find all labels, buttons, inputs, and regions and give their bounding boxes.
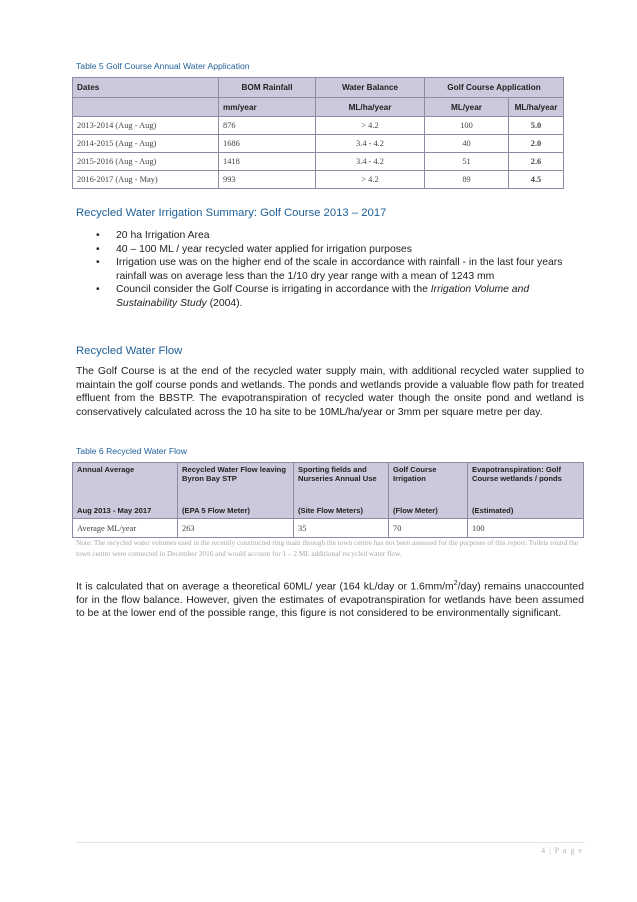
table5-caption: Table 5 Golf Course Annual Water Application bbox=[76, 61, 250, 71]
t5-cell-dates: 2015-2016 (Aug - Aug) bbox=[73, 153, 219, 171]
t5-header-dates: Dates bbox=[73, 78, 219, 98]
t5-cell-rainfall: 1686 bbox=[219, 135, 316, 153]
superscript: 2 bbox=[453, 580, 458, 587]
bullet-icon: • bbox=[96, 243, 100, 255]
t5-cell-ml-ha-year: 2.0 bbox=[509, 135, 564, 153]
summary-bullet-list bbox=[90, 229, 590, 310]
t6-cell-recycled-flow: 263 bbox=[178, 519, 294, 538]
t6-cell-label: Average ML/year bbox=[73, 519, 178, 538]
table-row bbox=[73, 117, 564, 135]
t5-cell-rainfall: 876 bbox=[219, 117, 316, 135]
t5-cell-water-balance: > 4.2 bbox=[316, 117, 425, 135]
t5-cell-ml-ha-year: 4.5 bbox=[509, 171, 564, 189]
t6-subheader-site-meters: (Site Flow Meters) bbox=[294, 502, 389, 519]
t5-cell-rainfall: 993 bbox=[219, 171, 316, 189]
bullet-text: 20 ha Irrigation Area bbox=[116, 230, 210, 241]
bullet-icon: • bbox=[96, 284, 100, 295]
list-item bbox=[90, 256, 590, 283]
t5-cell-water-balance: > 4.2 bbox=[316, 171, 425, 189]
t5-header-bom-rainfall: BOM Rainfall bbox=[219, 78, 316, 98]
table-row bbox=[73, 171, 564, 189]
t5-subheader-ml-ha-year-app: ML/ha/year bbox=[509, 98, 564, 117]
summary-heading: Recycled Water Irrigation Summary: Golf Course 2013 – 2017 bbox=[76, 207, 387, 219]
page-number: 4 | P a g e bbox=[541, 846, 583, 855]
t6-cell-golf-irrigation: 70 bbox=[389, 519, 468, 538]
t5-header-water-balance: Water Balance bbox=[316, 78, 425, 98]
t5-cell-rainfall: 1418 bbox=[219, 153, 316, 171]
table-row bbox=[73, 153, 564, 171]
table6-note: Note: The recycled water volumes used in the recently constructed ring main through the town centre has not been assessed for the purposes of this report. Toilets round the town centre were connected in December 2016 and would account for 1 – 2 ML additional recycled water flow. bbox=[76, 538, 578, 558]
t5-cell-ml-ha-year: 5.0 bbox=[509, 117, 564, 135]
t5-cell-water-balance: 3.4 - 4.2 bbox=[316, 135, 425, 153]
t6-header-golf-irrigation: Golf Course Irrigation bbox=[389, 463, 468, 503]
closing-paragraph bbox=[76, 577, 584, 621]
t5-cell-ml-year: 40 bbox=[425, 135, 509, 153]
bullet-icon: • bbox=[96, 257, 100, 268]
bullet-text-suffix: (2004). bbox=[206, 297, 243, 309]
table6-caption: Table 6 Recycled Water Flow bbox=[76, 446, 187, 456]
t6-subheader-estimated: (Estimated) bbox=[468, 502, 584, 519]
table-row bbox=[73, 519, 584, 538]
t5-cell-dates: 2013-2014 (Aug - Aug) bbox=[73, 117, 219, 135]
t5-header-golf-course-application: Golf Course Application bbox=[425, 78, 564, 98]
t6-subheader-flow-meter: (Flow Meter) bbox=[389, 502, 468, 519]
t6-header-recycled-flow: Recycled Water Flow leaving Byron Bay STP bbox=[178, 463, 294, 503]
study-title: Irrigation Volume and Sustainability Study bbox=[116, 284, 530, 309]
t6-header-annual-average: Annual Average bbox=[73, 463, 178, 503]
t6-subheader-period: Aug 2013 - May 2017 bbox=[73, 502, 178, 519]
t5-subheader-ml-year: ML/year bbox=[425, 98, 509, 117]
bullet-text-prefix: Council consider the Golf Course is irrigating in accordance with the bbox=[116, 284, 431, 295]
t5-cell-ml-year: 51 bbox=[425, 153, 509, 171]
footer-divider bbox=[76, 842, 585, 843]
closing-text-2: /day) remains unaccounted for in the flow balance. However, given the estimates of evapotranspiration for wetlands have been assumed to be at the lower end of the possible range, this figure is not considered to be environmentally significant. bbox=[76, 581, 584, 620]
table6-recycled-water-flow bbox=[72, 462, 584, 538]
t5-subheader-ml-ha-year: ML/ha/year bbox=[316, 98, 425, 117]
t5-cell-ml-ha-year: 2.6 bbox=[509, 153, 564, 171]
t6-header-sporting-fields: Sporting fields and Nurseries Annual Use bbox=[294, 463, 389, 503]
t5-cell-dates: 2016-2017 (Aug - May) bbox=[73, 171, 219, 189]
t6-cell-sporting-fields: 35 bbox=[294, 519, 389, 538]
list-item bbox=[90, 243, 590, 257]
t6-header-evapotranspiration: Evapotranspiration: Golf Course wetlands / ponds bbox=[468, 463, 584, 503]
t5-subheader-mm-year: mm/year bbox=[219, 98, 316, 117]
t5-subheader-empty bbox=[73, 98, 219, 117]
flow-heading: Recycled Water Flow bbox=[76, 345, 183, 357]
t5-cell-ml-year: 89 bbox=[425, 171, 509, 189]
bullet-icon: • bbox=[96, 230, 100, 241]
closing-text-1: It is calculated that on average a theoretical 60ML/ year (164 kL/day or 1.6mm/m bbox=[76, 581, 454, 593]
t5-cell-dates: 2014-2015 (Aug - Aug) bbox=[73, 135, 219, 153]
bullet-text: Irrigation use was on the higher end of the scale in accordance with rainfall - in the last four years rainfall was on average less than the 1/10 dry year range with a mean of 1243 mm bbox=[116, 257, 563, 282]
t5-cell-water-balance: 3.4 - 4.2 bbox=[316, 153, 425, 171]
list-item bbox=[90, 229, 590, 243]
table5-golf-course-water-application bbox=[72, 77, 564, 189]
t6-cell-evapotranspiration: 100 bbox=[468, 519, 584, 538]
table-row bbox=[73, 135, 564, 153]
t6-subheader-epa-meter: (EPA 5 Flow Meter) bbox=[178, 502, 294, 519]
bullet-text: 40 – 100 ML / year recycled water applied for irrigation purposes bbox=[116, 243, 412, 255]
list-item bbox=[90, 283, 590, 310]
t5-cell-ml-year: 100 bbox=[425, 117, 509, 135]
flow-paragraph: The Golf Course is at the end of the recycled water supply main, with additional recycled water supplied to maintain the golf course ponds and wetlands. The ponds and wetlands provide a valuable flow path for treated effluent from the BBSTP. The evapotranspiration of recycled water though the onsite pond and wetland is conservatively calculated across the 10 ha site to be 10ML/ha/year or 3mm per square metre per day. bbox=[76, 366, 584, 418]
